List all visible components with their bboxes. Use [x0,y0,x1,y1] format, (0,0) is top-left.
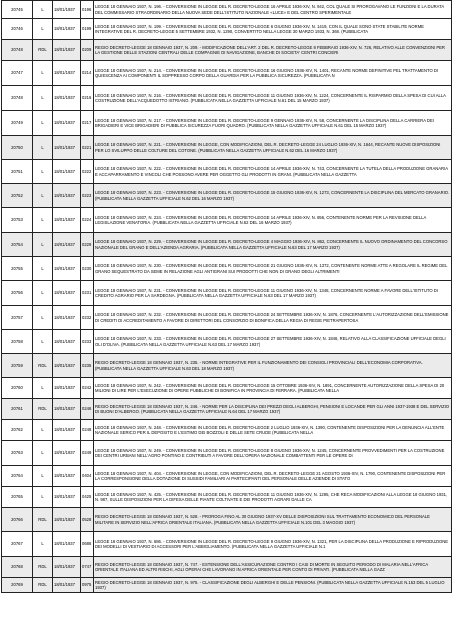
code-cell: 0223 [81,184,94,208]
type-cell: L [33,136,53,160]
number-cell: 20748 [2,40,33,61]
date-cell: 18/01/1937 [53,19,81,40]
code-cell: 0217 [81,111,94,136]
type-cell: L [33,208,53,233]
type-cell: L [33,487,53,508]
table-row [2,233,452,257]
code-cell: 0404 [81,466,94,487]
type-cell: L [33,532,53,557]
text-cell: LEGGE 18 GENNAIO 1937, N. 686. - CONVERSIONE IN LEGGE DEL R. DECRETO-LEGGE 9 GIUGNO 1936-XIV, N. 1321, PER LA DISCIPLINA DELLA PRODUZIONE E RIPRODUZIONE DEI MODELLI DI VESTIARIO DI ACCESSORI PER L'ABBIGLIAMENTO. (PUBBLICATA NELLA GAZZETTA UFFICIALE N.1 [94,532,452,557]
date-cell: 18/01/1937 [53,487,81,508]
text-cell: LEGGE 18 GENNAIO 1937, N. 404. - CONVERSIONE IN LEGGE, CON MODIFICAZIONI, DEL R. DECRETO-LEGGE 21 AGOSTO 1936-XIV, N. 1790, CONTENENTE DISPOSIZIONI PER LA CORRESPONSIONE DELLA DOTAZIONE DI SUSSIDI FAMILIARI AI PARTECIPANTI DEL PERSONALE DELLE AZIENDE DI STATO [94,466,452,487]
code-cell: 0686 [81,532,94,557]
date-cell: 18/01/1937 [53,208,81,233]
date-cell: 18/01/1937 [53,111,81,136]
number-cell: 20747 [2,61,33,86]
code-cell: 0214 [81,61,94,86]
table-row [2,420,452,441]
date-cell: 18/01/1937 [53,160,81,184]
text-cell: LEGGE 18 GENNAIO 1937, N. 221. - CONVERSIONE IN LEGGE, CON MODIFICAZIONI, DEL R. DECRETO-LEGGE 24 LUGLIO 1936-XIV, N. 1644, RECANTE NUOVE DISPOSIZIONI PER LO SVILUPPO DELLE COLTURE DEL COTONE. (PUBBLICATA NELLA GAZZETTA UFFICIALE N.62 DEL 16 MARZO 1937) [94,136,452,160]
code-cell: 0232 [81,306,94,330]
table-row [2,86,452,111]
code-cell: 0235 [81,354,94,378]
date-cell: 18/01/1937 [53,40,81,61]
table-row [2,136,452,160]
code-cell: 0246 [81,399,94,420]
text-cell: REGIO DECRETO-LEGGE 18 GENNAIO 1937, N. 209. - MODIFICAZIONE DELL'ART. 2 DEL R. DECRETO-LEGGE 8 FEBBRAIO 1936-XIV, N. 726, RELATIVO ALLE CONVENZIONI PER LA GESTIONE DELLE STAZIONI CENTRALI DELLE COMPAGNIE DI NAVIGAZIONE, BANCHE DI SOCIETA' CENTRI CONCIERI [94,40,452,61]
type-cell: RDL [33,354,53,378]
number-cell: 20752 [2,184,33,208]
number-cell: 20750 [2,136,33,160]
number-cell: 20755 [2,257,33,281]
date-cell: 18/01/1937 [53,184,81,208]
text-cell: LEGGE 18 GENNAIO 1937, N. 217. - CONVERSIONE IN LEGGE DEL R. DECRETO-LEGGE 9 GENNAIO 1936-XIV, N. 58, CONCERNENTE LA DISCIPLINA DELLA CARRIERA DEI BRIGADIERI E VICE BRIGADIERI DI PUBBLICA SICUREZZA FUORI QUADRO. (PUBBLICATA NELLA GAZZETTA UFFICIALE N.61 DEL 15 MARZO 1937) [94,111,452,136]
table-row [2,378,452,399]
table-row [2,399,452,420]
code-cell: 0242 [81,378,94,399]
text-cell: LEGGE 18 GENNAIO 1937, N. 229. - CONVERSIONE IN LEGGE DEL R. DECRETO-LEGGE 4 MAGGIO 1936-XIV, N. 862, CONCERNENTE IL NUOVO ORDINAMENTO DEL CONCORSO NAZIONALE DEL GRANO E DELL'AZIENDA AGRARIA. (PUBBLICATA NELLA GAZZETTA UFFICIALE N.63 DEL 17 MARZO 1937) [94,233,452,257]
table-row [2,40,452,61]
text-cell: LEGGE 18 GENNAIO 1937, N. 196. - CONVERSIONE IN LEGGE DEL R. DECRETO-LEGGE 16 APRILE 1936-XIV, N. 942, COL QUALE SI PROROGAVANO LE FUNZIONI E LA DURATA DEL COMMISSARIO STRAORDINARIO DELLA NUOVA SEDE DELL'ISTITUTO NAZIONALE «LUCE» E DEL CENTRO SPERIMENTALE [94,1,452,19]
number-cell: 20754 [2,233,33,257]
text-cell: LEGGE 18 GENNAIO 1937, N. 248. - CONVERSIONE IN LEGGE DEL R. DECRETO-LEGGE 2 LUGLIO 1936-XIV, N. 1390, CONTENENTE DISPOSIZIONI PER LA DENUNCIA ALL'ENTE NAZIONALE SERICO PER IL DEPOSITO E L'ESTIMO DEI BOZZOLI E DELLE SETE CRUDE (PUBBLICATA NELLA [94,420,452,441]
date-cell: 18/01/1937 [53,354,81,378]
type-cell: L [33,378,53,399]
text-cell: REGIO DECRETO-LEGGE 18 GENNAIO 1937, N. 246. - NORME PER LA DISCIPLINA DEI PREZZI DEGLI ALBERGHI, PENSIONI E LOCANDE PER GLI ANNI 1937-1938 E DEL SERVIZIO DI BUONI D'ALBERGO. (PUBBLICATA NELLA GAZZETTA UFFICIALE N.64 DEL 17 MARZO 1937) [94,399,452,420]
type-cell: RDL [33,40,53,61]
code-cell: 0216 [81,86,94,111]
table-row [2,184,452,208]
register-body [2,1,452,593]
register-table [1,0,452,593]
table-row [2,441,452,466]
text-cell: REGIO DECRETO-LEGGE 18 GENNAIO 1937, N. 747. - ESTENSIONE DELL'ASSICURAZIONE CONTRO I CASI DI MORTE IN SEGUITO PERIODO DI MALARIA NELL'AFRICA ORIENTALE ITALIANA ED ALTRI RISCHI, AGLI OPERAI CHE LAVORANO IN AFRICA ORIENTALE PER CONTO DI PRIVATI. (PUBBLICATA NELLA GAZZ [94,557,452,578]
type-cell: L [33,1,53,19]
table-row [2,1,452,19]
code-cell: 0425 [81,487,94,508]
number-cell: 20763 [2,441,33,466]
type-cell: L [33,86,53,111]
text-cell: LEGGE 18 GENNAIO 1937, N. 222. - CONVERSIONE IN LEGGE DEL R. DECRETO-LEGGE 14 APRILE 1936-XIV, N. 743, CONCERNENTE LA TUTELA DELLA PRODUZIONE GRANARIA E ACCAPARRAMENTO E VINCOLI CHE POSSONO AVERE PER OGGETTO GLI PRODOTTI IN GRANI. (PUBBLICATA NELLA GAZZETTA [94,160,452,184]
text-cell: LEGGE 18 GENNAIO 1937, N. 216. - CONVERSIONE IN LEGGE DEL R. DECRETO-LEGGE 11 GIUGNO 1936-XIV, N. 1224, CONCERNENTE IL RISPARMIO DELLA SPESA DI CUI ALLA COSTRUZIONE DELL'ACQUEDOTTO ISTRIANO. (PUBBLICATA NELLA GAZZETTA UFFICIALE N.61 DEL 15 MARZO 1937) [94,86,452,111]
date-cell: 18/01/1937 [53,378,81,399]
text-cell: LEGGE 18 GENNAIO 1937, N. 242. - CONVERSIONE IN LEGGE DEL R. DECRETO-LEGGE 15 OTTOBRE 1936-XIV, N. 1891, CONCERNENTE AUTORIZZAZIONE DELLA SPESA DI 20 MILIONI DI LIRE PER L'ESECUZIONE DI OPERE PUBBLICHE DI BONIFICA IN PROVINCIA DI FERRARA. (PUBBLICATA NELLA [94,378,452,399]
number-cell: 20756 [2,281,33,306]
date-cell: 18/01/1937 [53,306,81,330]
code-cell: 0230 [81,257,94,281]
text-cell: LEGGE 18 GENNAIO 1937, N. 224. - CONVERSIONE IN LEGGE DEL R. DECRETO-LEGGE 14 APRILE 1936-XIV, N. 856, CONTENENTE NORME PER LA REVISIONE DELLA LEGISLAZIONE VENATORIA. (PUBBLICATA NELLA GAZZETTA UFFICIALE N.62 DEL 16 MARZO 1937) [94,208,452,233]
number-cell: 20768 [2,557,33,578]
date-cell: 18/01/1937 [53,508,81,532]
number-cell: 20765 [2,487,33,508]
type-cell: RDL [33,399,53,420]
table-row [2,61,452,86]
number-cell: 20762 [2,420,33,441]
code-cell: 0222 [81,160,94,184]
text-cell: LEGGE 18 GENNAIO 1937, N. 199. - CONVERSIONE IN LEGGE DEL R. DECRETO-LEGGE 6 GIUGNO 1936-XIV, N. 1419, CON IL QUALE SONO STATE STABILITE NORME INTEGRATIVE DEL R. DECRETO-LEGGE 5 SETTEMBRE 1932, N. 1290, CONVERTITO NELLA LEGGE 30 MARZO 1933, N. 368. (PUBBLICATA [94,19,452,40]
code-cell: 0233 [81,330,94,354]
date-cell: 18/01/1937 [53,1,81,19]
number-cell: 20757 [2,306,33,330]
number-cell: 20760 [2,378,33,399]
number-cell: 20767 [2,532,33,557]
date-cell: 18/01/1937 [53,441,81,466]
type-cell: RDL [33,557,53,578]
number-cell: 20769 [2,578,33,593]
type-cell: L [33,441,53,466]
table-row [2,330,452,354]
table-row [2,532,452,557]
table-row [2,508,452,532]
date-cell: 18/01/1937 [53,330,81,354]
code-cell: 0747 [81,557,94,578]
text-cell: LEGGE 18 GENNAIO 1937, N. 214. - CONVERSIONE IN LEGGE DEL R. DECRETO-LEGGE 16 GIUGNO 1936-XIV, N. 1401, RECANTE NORME DEFINITIVE PEL TRATTAMENTO DI QUIESCENZA AI COMPONENTI IL SOPPRESSO CORPO DELLA GUARDIA PER LA PUBBLICA SICUREZZA. (PUBBLICATA N [94,61,452,86]
text-cell: REGIO DECRETO-LEGGE 18 GENNAIO 1937, N. 528. - PROROGA FINO AL 30 GIUGNO 1937-XV DELLE DISPOSIZIONI SUL TRATTAMENTO ECONOMICO DEL PERSONALE MILITARE IN SERVIZIO NELL'AFRICA ORIENTALE ITALIANA. (PUBBLICATA NELLA GAZZETTA UFFICIALE N.101 DEL 3 MAGGIO 1937) [94,508,452,532]
code-cell: 0231 [81,281,94,306]
text-cell: LEGGE 18 GENNAIO 1937, N. 230. - CONVERSIONE IN LEGGE DEL R. DECRETO-LEGGE 21 GIUGNO 1936-XIV, N. 1372, CONTENENTE NORME ATTE A REGOLARE IL REGIME DEL GRANO SEQUESTRATO DA SEME IN RELAZIONE AGLI ANTIGRANI SUI PRODOTTI CHE NON DI GRANO DEGLI ALTRIMENTI [94,257,452,281]
table-row [2,578,452,593]
text-cell: REGIO DECRETO-LEGGE 18 GENNAIO 1937, N. 975. - CLASSIFICAZIONE DEGLI ALBERGHI E DELLE PENSIONI. (PUBBLICATA NELLA GAZZETTA UFFICIALE N.153 DEL 5 LUGLIO 1937) [94,578,452,593]
type-cell: L [33,281,53,306]
table-row [2,557,452,578]
date-cell: 18/01/1937 [53,281,81,306]
table-row [2,19,452,40]
type-cell: L [33,330,53,354]
number-cell: 20751 [2,160,33,184]
number-cell: 20764 [2,466,33,487]
table-row [2,466,452,487]
table-row [2,111,452,136]
date-cell: 18/01/1937 [53,61,81,86]
text-cell: REGIO DECRETO-LEGGE 18 GENNAIO 1937, N. 235. - NORME INTEGRATIVE PER IL FUNZIONAMENTO DEI CONSIGLI PROVINCIALI DELL'ECONOMIA CORPORATIVA. (PUBBLICATA NELLA GAZZETTA UFFICIALE N.63 DEL 18 MARZO 1937) [94,354,452,378]
type-cell: L [33,111,53,136]
text-cell: LEGGE 18 GENNAIO 1937, N. 425. - CONVERSIONE IN LEGGE DEL R. DECRETO-LEGGE 11 GIUGNO 1936-XIV, N. 1295, CHE RECA MODIFICAZIONI ALLA LEGGE 18 GIUGNO 1931, N. 987, SULLE DISPOSIZIONI PER LA DIFESA DELLE PIANTE COLTIVATE E DEI PRODOTTI AGRARI DALLE CA [94,487,452,508]
number-cell: 20761 [2,399,33,420]
date-cell: 18/01/1937 [53,233,81,257]
code-cell: 0528 [81,508,94,532]
date-cell: 18/01/1937 [53,466,81,487]
number-cell: 20753 [2,208,33,233]
text-cell: LEGGE 18 GENNAIO 1937, N. 233. - CONVERSIONE IN LEGGE DEL R. DECRETO-LEGGE 27 SETTEMBRE 1936-XIV, N. 1846, RELATIVO ALLA CLASSIFICAZIONE UFFICIALE DEGLI OLI D'OLIVA. (PUBBLICATA NELLA GAZZETTA UFFICIALE N.63 DEL 17 MARZO 1937) [94,330,452,354]
text-cell: LEGGE 18 GENNAIO 1937, N. 232. - CONVERSIONE IN LEGGE DEL R. DECRETO-LEGGE 24 SETTEMBRE 1936-XIV, N. 1876, CONCERNENTE L'AUTORIZZAZIONE DELL'EMISSIONE DI CREDITI DI ACCREDITAMENTO A FAVORE DI DIRETTORI DEL CONSORZIO DI BONIFICA DELLA REGIA DI REGIE PIETRAPERTOSA [94,306,452,330]
type-cell: L [33,257,53,281]
code-cell: 0248 [81,420,94,441]
type-cell: L [33,420,53,441]
number-cell: 20758 [2,330,33,354]
table-row [2,354,452,378]
number-cell: 20749 [2,111,33,136]
date-cell: 18/01/1937 [53,578,81,593]
code-cell: 0975 [81,578,94,593]
code-cell: 0224 [81,208,94,233]
date-cell: 18/01/1937 [53,257,81,281]
number-cell: 20746 [2,19,33,40]
date-cell: 18/01/1937 [53,532,81,557]
table-row [2,160,452,184]
code-cell: 0209 [81,40,94,61]
number-cell: 20745 [2,1,33,19]
table-row [2,306,452,330]
number-cell: 20759 [2,354,33,378]
type-cell: L [33,184,53,208]
type-cell: RDL [33,508,53,532]
date-cell: 18/01/1937 [53,399,81,420]
date-cell: 18/01/1937 [53,136,81,160]
code-cell: 0196 [81,1,94,19]
code-cell: 0199 [81,19,94,40]
code-cell: 0249 [81,441,94,466]
table-row [2,487,452,508]
date-cell: 18/01/1937 [53,86,81,111]
table-row [2,208,452,233]
code-cell: 0221 [81,136,94,160]
type-cell: L [33,306,53,330]
table-row [2,281,452,306]
text-cell: LEGGE 18 GENNAIO 1937, N. 249. - CONVERSIONE IN LEGGE DEL R. DECRETO-LEGGE 8 GIUGNO 1936-XIV, N. 1245, CONCERNENTE PROVVEDIMENTI PER LA COSTRUZIONE DEI CENTRI URBANI NELL'AGRO PONTINO E CONTRIBUTI A FAVORE DELL'OPERA NAZIONALE COMBATTENTI PER LE OPERE DI [94,441,452,466]
number-cell: 20748 [2,86,33,111]
type-cell: L [33,233,53,257]
number-cell: 20766 [2,508,33,532]
code-cell: 0229 [81,233,94,257]
type-cell: L [33,160,53,184]
type-cell: L [33,19,53,40]
text-cell: LEGGE 18 GENNAIO 1937, N. 223. - CONVERSIONE IN LEGGE DEL R. DECRETO-LEGGE 15 GIUGNO 1936-XIV, N. 1273, CONCERNENTE LA DISCIPLINA DEL MERCATO GRANARIO. (PUBBLICATA NELLA GAZZETTA UFFICIALE N.62 DEL 16 MARZO 1937) [94,184,452,208]
text-cell: LEGGE 18 GENNAIO 1937, N. 231. - CONVERSIONE IN LEGGE DEL R. DECRETO-LEGGE 11 GIUGNO 1936-XIV, N. 1348, CONCERNENTE NORME A FAVORE DELL'ISTITUTO DI CREDITO AGRARIO PER LA SARDEGNA. (PUBBLICATA NELLA GAZZETTA UFFICIALE N.63 DEL 17 MARZO 1937) [94,281,452,306]
date-cell: 18/01/1937 [53,557,81,578]
type-cell: L [33,61,53,86]
date-cell: 18/01/1937 [53,420,81,441]
table-row [2,257,452,281]
type-cell: RDL [33,578,53,593]
type-cell: L [33,466,53,487]
